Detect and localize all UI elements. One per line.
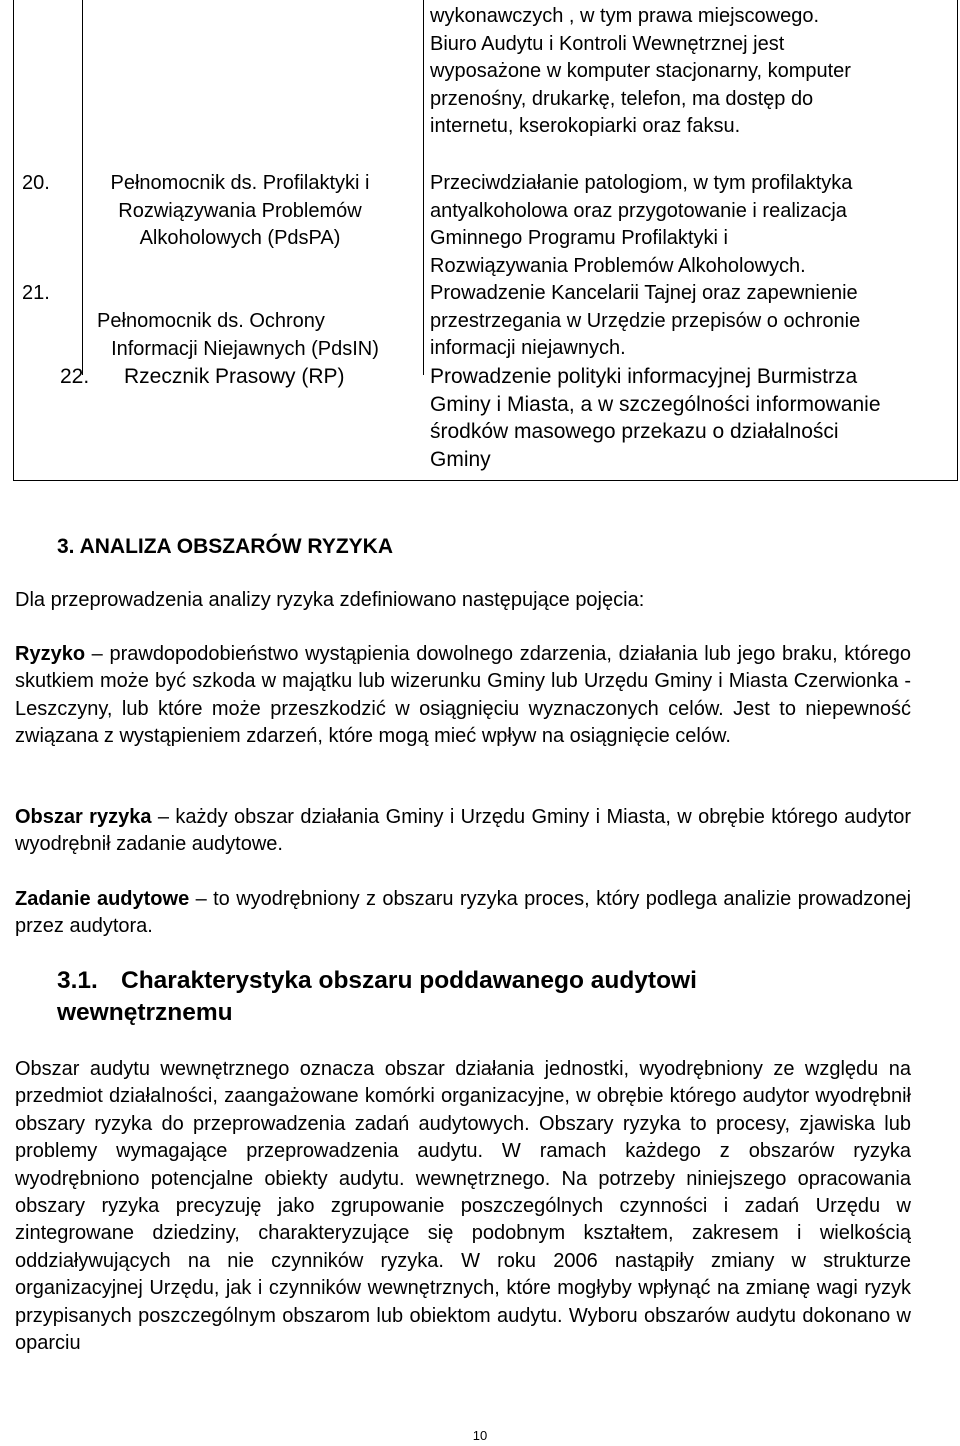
desc-line: Rozwiązywania Problemów Alkoholowych. — [430, 254, 806, 277]
name-line: Pełnomocnik ds. Profilaktyki i — [110, 172, 370, 194]
row-name — [80, 308, 410, 363]
subsection-number: 3.1. — [57, 967, 98, 994]
name-line: Alkoholowych (PdsPA) — [139, 227, 341, 249]
row-name: Rzecznik Prasowy (RP) — [124, 365, 345, 388]
definition-risk — [15, 641, 911, 751]
definition-text: – prawdopodobieństwo wystąpienia dowolnego zdarzenia, działania lub jego braku, którego skutkiem może być szkoda w majątku lub wizerunku Gminy lub Urzędu Gminy i Miasta Czerwionka - Leszczyny, lub które może przeszkodzić w osiągnięciu wyznaczonych celów. Jest to niepewność związana z wystąpieniem zdarzeń, które mogą mieć wpływ na osiągnięcie celów. — [15, 643, 911, 748]
definition-risk-area — [15, 804, 911, 859]
desc-line: Przeciwdziałanie patologiom, w tym profilaktyka — [430, 172, 853, 194]
desc-line: Gminy i Miasta, a w szczególności informowanie — [430, 392, 881, 416]
term: Ryzyko — [15, 643, 86, 665]
page-number: 10 — [472, 1428, 488, 1443]
name-line: Informacji Niejawnych (PdsIN) — [111, 337, 379, 360]
subsection-heading — [57, 965, 817, 1029]
desc-line: Prowadzenie polityki informacyjnej Burmistrza — [430, 365, 858, 388]
row-name — [80, 170, 400, 253]
desc-line: Gminy — [430, 447, 491, 471]
subsection-title: Charakterystyka obszaru poddawanego audytowi wewnętrznemu — [57, 967, 697, 1026]
desc-line: antyalkoholowa oraz przygotowanie i realizacja — [430, 199, 847, 222]
table-row-continued-desc — [430, 3, 950, 141]
definition-text: – to wyodrębniony z obszaru ryzyka proces, który podlega analizie prowadzonej przez audytora. — [15, 888, 912, 938]
table-column-divider — [423, 0, 424, 375]
desc-line: wykonawczych , w tym prawa miejscowego. — [430, 5, 820, 27]
section-heading: 3. ANALIZA OBSZARÓW RYZYKA — [57, 535, 393, 558]
desc-line: internetu, kserokopiarki oraz faksu. — [430, 115, 741, 137]
term: Zadanie audytowe — [15, 888, 190, 910]
row-desc — [430, 280, 950, 363]
desc-line: Gminnego Programu Profilaktyki i — [430, 227, 728, 249]
definition-text: – każdy obszar działania Gminy i Urzędu Gminy i Miasta, w obrębie którego audytor wyodrębnił zadanie audytowe. — [15, 806, 911, 856]
row-desc — [430, 363, 955, 473]
row-number: 20. — [22, 172, 50, 194]
desc-line: przenośny, drukarkę, telefon, ma dostęp do — [430, 87, 814, 110]
name-line: Pełnomocnik ds. Ochrony — [97, 310, 325, 332]
desc-line: Prowadzenie Kancelarii Tajnej oraz zapewnienie — [430, 282, 858, 304]
definition-audit-task — [15, 886, 911, 941]
name-line: Rozwiązywania Problemów — [118, 199, 362, 222]
desc-line: środków masowego przekazu o działalności — [430, 420, 839, 443]
term: Obszar ryzyka — [15, 806, 152, 828]
intro-paragraph: Dla przeprowadzenia analizy ryzyka zdefiniowano następujące pojęcia: — [15, 589, 645, 611]
row-number: 22. — [60, 365, 90, 388]
desc-line: przestrzegania w Urzędzie przepisów o ochronie — [430, 309, 861, 332]
desc-line: informacji niejawnych. — [430, 337, 626, 359]
row-number: 21. — [22, 282, 50, 304]
desc-line: Biuro Audytu i Kontroli Wewnętrznej jest — [430, 32, 785, 55]
body-paragraph: Obszar audytu wewnętrznego oznacza obszar działania jednostki, wyodrębniony ze względu na przedmiot działalności, zaangażowane komórki organizacyjne, w obrębie którego audytor wyodrębnił obszary ryzyka do przeprowadzenia zadań audytowych. Obszary ryzyka to procesy, zjawiska lub problemy wymagające przeprowadzenia audytu. W ramach każdego z obszarów ryzyka wyodrębniono potencjalne obiekty audytu. wewnętrznego. Na potrzeby niniejszego opracowania obszary ryzyka precyzuję jako zgrupowanie poszczególnych czynności i zadań Urzędu w zintegrowane dziedziny, charakteryzujące się podobnym kształtem, zakresem i wielkością oddziaływujących na nie czynników ryzyka. W roku 2006 nastąpiły zmiany w strukturze organizacyjnej Urzędu, jak i czynników wewnętrznych, które mogłyby wpłynąć na zmianę wagi ryzyk przypisanych poszczególnym obszarom lub obiektom audytu. Wyboru obszarów audytu dokonano w oparciu — [15, 1058, 911, 1355]
desc-line: wyposażone w komputer stacjonarny, komputer — [430, 60, 851, 82]
row-desc — [430, 170, 950, 280]
